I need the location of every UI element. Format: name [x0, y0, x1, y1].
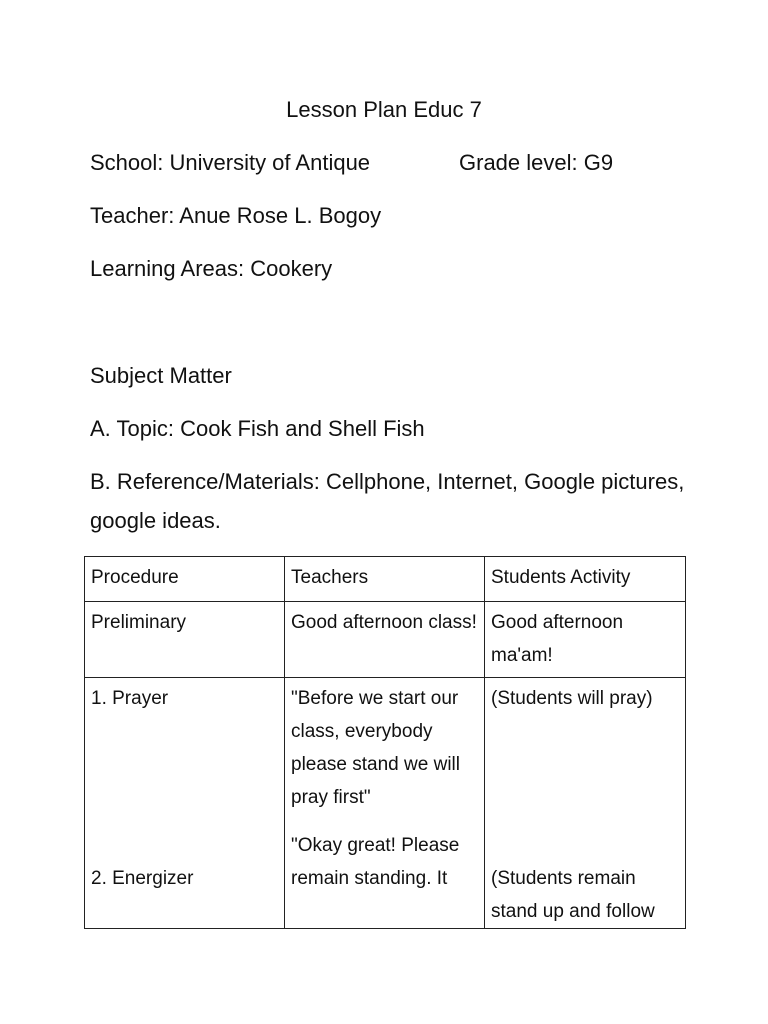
topic-field: A. Topic: Cook Fish and Shell Fish [90, 416, 425, 441]
cell-procedure: Preliminary [85, 602, 285, 678]
school-field: School: University of Antique [90, 150, 371, 175]
table-row [85, 602, 686, 678]
grade-level-field: Grade level: G9 [459, 150, 614, 175]
teacher-energizer-text: "Okay great! Please remain standing. It [291, 835, 460, 889]
references-field: B. Reference/Materials: Cellphone, Internet, Google pictures, google ideas. [90, 469, 685, 533]
table-row [85, 678, 686, 929]
cell-students: Good afternoon ma'am! [485, 602, 686, 678]
cell-teacher: Good afternoon class! [285, 602, 485, 678]
procedure-table [84, 556, 686, 929]
header-students-activity: Students Activity [485, 557, 686, 602]
table-header-row [85, 557, 686, 602]
procedure-energizer: 2. Energizer [91, 868, 194, 889]
students-energizer-text: (Students remain stand up and follow [491, 868, 655, 922]
teacher-field: Teacher: Anue Rose L. Bogoy [90, 203, 382, 228]
teacher-prayer-text: "Before we start our class, everybody please stand we will pray first" [291, 688, 460, 808]
cell-procedure [85, 678, 285, 929]
learning-areas-field: Learning Areas: Cookery [90, 256, 333, 281]
subject-matter-heading: Subject Matter [90, 363, 232, 388]
document-title: Lesson Plan Educ 7 [286, 97, 482, 122]
procedure-prayer: 1. Prayer [91, 688, 169, 709]
students-prayer-text: (Students will pray) [491, 688, 653, 709]
header-teachers: Teachers [285, 557, 485, 602]
cell-teacher [285, 678, 485, 929]
cell-students [485, 678, 686, 929]
header-procedure: Procedure [85, 557, 285, 602]
